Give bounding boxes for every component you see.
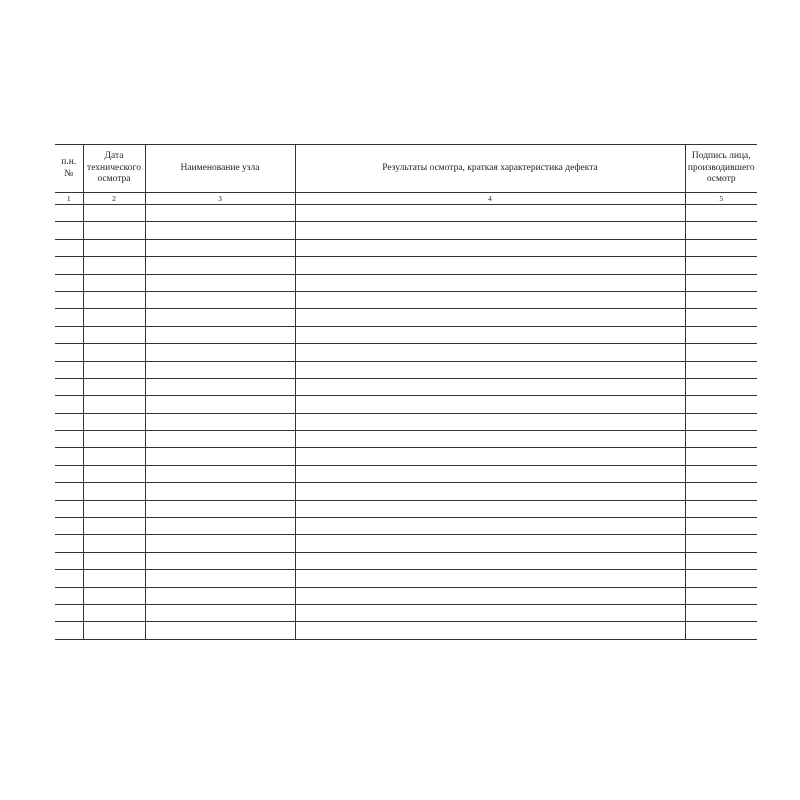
table-row xyxy=(55,500,757,517)
inspection-log-table xyxy=(55,144,757,640)
table-cell[interactable] xyxy=(685,535,757,552)
table-cell[interactable] xyxy=(145,239,295,256)
table-cell[interactable] xyxy=(295,257,685,274)
table-row xyxy=(55,257,757,274)
table-cell[interactable] xyxy=(295,431,685,448)
header-row xyxy=(55,145,757,193)
table-cell[interactable] xyxy=(295,465,685,482)
table-cell[interactable] xyxy=(145,570,295,587)
log-body xyxy=(55,205,757,640)
table-cell[interactable] xyxy=(83,465,145,482)
table-cell[interactable] xyxy=(685,465,757,482)
table-cell[interactable] xyxy=(295,587,685,604)
column-number: 4 xyxy=(295,193,685,205)
table-row xyxy=(55,552,757,569)
table-cell[interactable] xyxy=(295,535,685,552)
table-cell[interactable] xyxy=(83,205,145,222)
table-row xyxy=(55,570,757,587)
table-cell[interactable] xyxy=(685,431,757,448)
table-cell[interactable] xyxy=(83,604,145,621)
table-cell[interactable] xyxy=(145,326,295,343)
table-cell[interactable] xyxy=(145,396,295,413)
table-cell[interactable] xyxy=(145,535,295,552)
table-cell[interactable] xyxy=(145,413,295,430)
table-cell[interactable] xyxy=(83,309,145,326)
table-cell[interactable] xyxy=(55,622,83,639)
table-cell[interactable] xyxy=(145,500,295,517)
table-cell[interactable] xyxy=(83,535,145,552)
table-cell[interactable] xyxy=(55,448,83,465)
table-cell[interactable] xyxy=(55,326,83,343)
table-cell[interactable] xyxy=(685,396,757,413)
table-cell[interactable] xyxy=(685,205,757,222)
table-cell[interactable] xyxy=(83,587,145,604)
table-cell[interactable] xyxy=(295,552,685,569)
table-cell[interactable] xyxy=(55,518,83,535)
table-cell[interactable] xyxy=(295,604,685,621)
table-cell[interactable] xyxy=(685,257,757,274)
column-number: 2 xyxy=(83,193,145,205)
table-cell[interactable] xyxy=(685,483,757,500)
table-cell[interactable] xyxy=(55,465,83,482)
table-cell[interactable] xyxy=(55,570,83,587)
table-cell[interactable] xyxy=(55,552,83,569)
table-row xyxy=(55,361,757,378)
table-cell[interactable] xyxy=(295,291,685,308)
table-row xyxy=(55,413,757,430)
table-cell[interactable] xyxy=(295,309,685,326)
table-cell[interactable] xyxy=(295,326,685,343)
table-cell[interactable] xyxy=(685,361,757,378)
table-cell[interactable] xyxy=(145,518,295,535)
table-cell[interactable] xyxy=(145,361,295,378)
table-cell[interactable] xyxy=(295,396,685,413)
table-cell[interactable] xyxy=(145,274,295,291)
table-cell[interactable] xyxy=(685,309,757,326)
column-number: 1 xyxy=(55,193,83,205)
table-cell[interactable] xyxy=(55,587,83,604)
table-cell[interactable] xyxy=(55,274,83,291)
table-cell[interactable] xyxy=(145,604,295,621)
table-cell[interactable] xyxy=(83,291,145,308)
table-cell[interactable] xyxy=(685,622,757,639)
header-inspector-signature: Подпись лица, производившего осмотр xyxy=(685,145,757,193)
table-cell[interactable] xyxy=(83,257,145,274)
table-cell[interactable] xyxy=(145,483,295,500)
header-unit-name: Наименование узла xyxy=(145,145,295,193)
header-inspection-date: Дата технического осмотра xyxy=(83,145,145,193)
table-row xyxy=(55,396,757,413)
column-number: 3 xyxy=(145,193,295,205)
table-cell[interactable] xyxy=(295,570,685,587)
table-cell[interactable] xyxy=(55,257,83,274)
column-number: 5 xyxy=(685,193,757,205)
table-cell[interactable] xyxy=(83,222,145,239)
table-cell[interactable] xyxy=(83,326,145,343)
table-cell[interactable] xyxy=(145,291,295,308)
table-cell[interactable] xyxy=(55,378,83,395)
table-row xyxy=(55,274,757,291)
table-cell[interactable] xyxy=(83,344,145,361)
table-row xyxy=(55,535,757,552)
table-cell[interactable] xyxy=(55,344,83,361)
table-cell[interactable] xyxy=(55,222,83,239)
table-row xyxy=(55,431,757,448)
table-cell[interactable] xyxy=(685,344,757,361)
table-cell[interactable] xyxy=(83,483,145,500)
table-cell[interactable] xyxy=(83,396,145,413)
table-cell[interactable] xyxy=(145,431,295,448)
table-cell[interactable] xyxy=(55,483,83,500)
table-cell[interactable] xyxy=(83,413,145,430)
table-cell[interactable] xyxy=(685,587,757,604)
table-cell[interactable] xyxy=(295,222,685,239)
table-row xyxy=(55,378,757,395)
table-cell[interactable] xyxy=(83,274,145,291)
table-cell[interactable] xyxy=(685,552,757,569)
header-inspection-results: Результаты осмотра, краткая характеристика дефекта xyxy=(295,145,685,193)
table-row xyxy=(55,205,757,222)
table-cell[interactable] xyxy=(145,587,295,604)
column-number-row xyxy=(55,193,757,205)
table-cell[interactable] xyxy=(295,483,685,500)
table-cell[interactable] xyxy=(295,413,685,430)
table-cell[interactable] xyxy=(83,239,145,256)
table-cell[interactable] xyxy=(83,570,145,587)
table-cell[interactable] xyxy=(55,239,83,256)
table-cell[interactable] xyxy=(83,500,145,517)
table-cell[interactable] xyxy=(55,205,83,222)
table-cell[interactable] xyxy=(295,239,685,256)
table-cell[interactable] xyxy=(55,309,83,326)
table-cell[interactable] xyxy=(685,274,757,291)
table-cell[interactable] xyxy=(295,448,685,465)
table-cell[interactable] xyxy=(145,257,295,274)
table-cell[interactable] xyxy=(55,396,83,413)
table-cell[interactable] xyxy=(295,622,685,639)
table-row xyxy=(55,465,757,482)
table-cell[interactable] xyxy=(685,291,757,308)
table-cell[interactable] xyxy=(685,518,757,535)
table-row xyxy=(55,326,757,343)
table-row xyxy=(55,448,757,465)
table-row xyxy=(55,483,757,500)
table-cell[interactable] xyxy=(145,622,295,639)
table-cell[interactable] xyxy=(295,378,685,395)
table-row xyxy=(55,587,757,604)
table-cell[interactable] xyxy=(83,552,145,569)
inspection-log-form xyxy=(55,144,757,640)
table-cell[interactable] xyxy=(55,431,83,448)
table-cell[interactable] xyxy=(295,518,685,535)
table-cell[interactable] xyxy=(685,500,757,517)
table-cell[interactable] xyxy=(685,448,757,465)
table-cell[interactable] xyxy=(83,622,145,639)
table-cell[interactable] xyxy=(145,222,295,239)
table-row xyxy=(55,622,757,639)
table-cell[interactable] xyxy=(55,291,83,308)
table-cell[interactable] xyxy=(145,378,295,395)
table-cell[interactable] xyxy=(145,552,295,569)
table-row xyxy=(55,309,757,326)
table-cell[interactable] xyxy=(55,361,83,378)
table-cell[interactable] xyxy=(685,413,757,430)
table-cell[interactable] xyxy=(685,378,757,395)
table-cell[interactable] xyxy=(55,604,83,621)
table-cell[interactable] xyxy=(295,361,685,378)
table-cell[interactable] xyxy=(55,535,83,552)
table-cell[interactable] xyxy=(145,205,295,222)
table-cell[interactable] xyxy=(295,500,685,517)
table-cell[interactable] xyxy=(55,413,83,430)
table-cell[interactable] xyxy=(685,239,757,256)
table-row xyxy=(55,518,757,535)
table-cell[interactable] xyxy=(295,274,685,291)
table-cell[interactable] xyxy=(685,570,757,587)
table-row xyxy=(55,239,757,256)
table-row xyxy=(55,344,757,361)
table-cell[interactable] xyxy=(685,326,757,343)
table-cell[interactable] xyxy=(55,500,83,517)
table-row xyxy=(55,291,757,308)
table-cell[interactable] xyxy=(83,431,145,448)
table-cell[interactable] xyxy=(145,448,295,465)
table-cell[interactable] xyxy=(295,344,685,361)
table-cell[interactable] xyxy=(295,205,685,222)
table-row xyxy=(55,604,757,621)
table-cell[interactable] xyxy=(83,448,145,465)
header-item-number: п.н. № xyxy=(55,145,83,193)
table-cell[interactable] xyxy=(83,378,145,395)
table-cell[interactable] xyxy=(685,222,757,239)
table-cell[interactable] xyxy=(83,518,145,535)
table-cell[interactable] xyxy=(685,604,757,621)
table-cell[interactable] xyxy=(83,361,145,378)
table-cell[interactable] xyxy=(145,344,295,361)
table-row xyxy=(55,222,757,239)
table-cell[interactable] xyxy=(145,465,295,482)
table-cell[interactable] xyxy=(145,309,295,326)
